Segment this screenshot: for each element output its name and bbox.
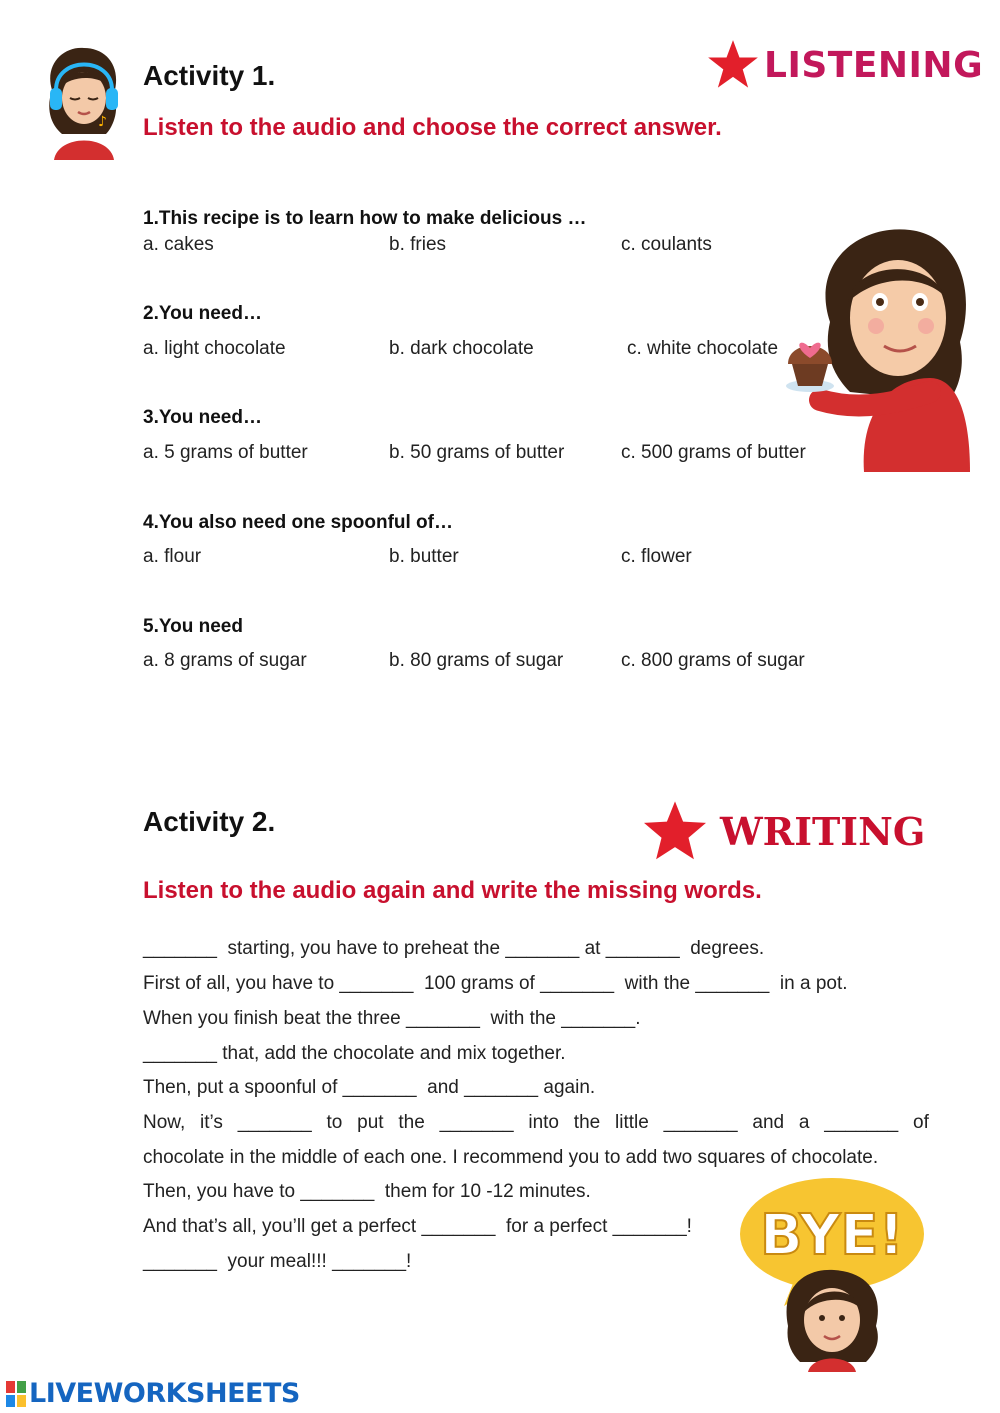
option-1b[interactable]: b. fries xyxy=(389,234,447,255)
line-6-word: a xyxy=(798,1112,810,1133)
option-4a[interactable]: a. flour xyxy=(143,546,202,567)
fill-line-5[interactable]: Then, put a spoonful of _______ and _______ again. xyxy=(143,1077,596,1098)
option-5b[interactable]: b. 80 grams of sugar xyxy=(389,650,564,671)
fill-line-3[interactable]: When you finish beat the three _______ with the _______. xyxy=(143,1008,641,1029)
option-4b[interactable]: b. butter xyxy=(389,546,459,567)
svg-text:♪: ♪ xyxy=(98,114,107,130)
line-6-word[interactable]: _______ xyxy=(663,1112,738,1133)
writing-badge xyxy=(640,800,925,862)
brand-name: LIVEWORKSHEETS xyxy=(29,1378,300,1409)
bye-text: BYE! xyxy=(760,1203,904,1268)
question-3: 3.You need… xyxy=(143,407,262,428)
line-6-word: into xyxy=(528,1112,559,1133)
listening-badge xyxy=(706,38,983,92)
activity-2-instruction: Listen to the audio again and write the missing words. xyxy=(143,877,762,904)
option-2a[interactable]: a. light chocolate xyxy=(143,338,286,359)
girl-with-cupcake-illustration xyxy=(780,222,970,472)
fill-line-10[interactable]: _______ your meal!!! _______! xyxy=(143,1251,412,1272)
activity-1-title: Activity 1. xyxy=(143,60,276,91)
activity-2-title: Activity 2. xyxy=(143,806,276,837)
line-6-word: the xyxy=(398,1112,425,1133)
activity-1-instruction: Listen to the audio and choose the correct answer. xyxy=(143,114,722,141)
fill-line-9[interactable]: And that’s all, you’ll get a perfect _______ for a perfect _______! xyxy=(143,1216,692,1237)
line-6-word: it’s xyxy=(200,1112,223,1133)
question-1: 1.This recipe is to learn how to make delicious … xyxy=(143,208,587,229)
fill-line-2[interactable]: First of all, you have to _______ 100 grams of _______ with the _______ in a pot. xyxy=(143,973,848,994)
line-6-word: to xyxy=(326,1112,343,1133)
fill-line-1[interactable]: _______ starting, you have to preheat the _______ at _______ degrees. xyxy=(143,938,765,959)
star-icon xyxy=(706,38,760,92)
option-3c[interactable]: c. 500 grams of butter xyxy=(621,442,806,463)
line-6-word: put xyxy=(357,1112,384,1133)
option-1a[interactable]: a. cakes xyxy=(143,234,214,255)
option-2c[interactable]: c. white chocolate xyxy=(627,338,779,359)
line-6-word: Now, xyxy=(143,1112,186,1133)
headphones-girl-avatar xyxy=(40,42,126,160)
listening-label: LISTENING xyxy=(764,44,984,86)
fill-line-7: chocolate in the middle of each one. I recommend you to add two squares of chocolate. xyxy=(143,1147,879,1168)
line-6-word: the xyxy=(573,1112,601,1133)
bye-bubble-illustration xyxy=(736,1176,930,1372)
fill-line-6[interactable] xyxy=(143,1112,929,1134)
question-4: 4.You also need one spoonful of… xyxy=(143,512,453,533)
line-6-word[interactable]: _______ xyxy=(824,1112,899,1133)
fill-line-4[interactable]: _______ that, add the chocolate and mix together. xyxy=(143,1043,566,1064)
option-3a[interactable]: a. 5 grams of butter xyxy=(143,442,308,463)
option-2b[interactable]: b. dark chocolate xyxy=(389,338,534,359)
question-2: 2.You need… xyxy=(143,303,262,324)
option-5c[interactable]: c. 800 grams of sugar xyxy=(621,650,805,671)
fill-line-8[interactable]: Then, you have to _______ them for 10 -12 minutes. xyxy=(143,1181,591,1202)
star-icon xyxy=(640,800,710,862)
option-5a[interactable]: a. 8 grams of sugar xyxy=(143,650,307,671)
line-6-word[interactable]: _______ xyxy=(237,1112,312,1133)
line-6-word: of xyxy=(913,1112,929,1133)
option-1c[interactable]: c. coulants xyxy=(621,234,712,255)
line-6-word: little xyxy=(615,1112,649,1133)
line-6-word[interactable]: _______ xyxy=(439,1112,514,1133)
liveworksheets-logo xyxy=(6,1378,300,1409)
grid-logo-icon xyxy=(6,1381,26,1407)
option-4c[interactable]: c. flower xyxy=(621,546,692,567)
writing-label: WRITING xyxy=(720,808,926,854)
question-5: 5.You need xyxy=(143,616,243,637)
line-6-word: and xyxy=(752,1112,785,1133)
option-3b[interactable]: b. 50 grams of butter xyxy=(389,442,565,463)
